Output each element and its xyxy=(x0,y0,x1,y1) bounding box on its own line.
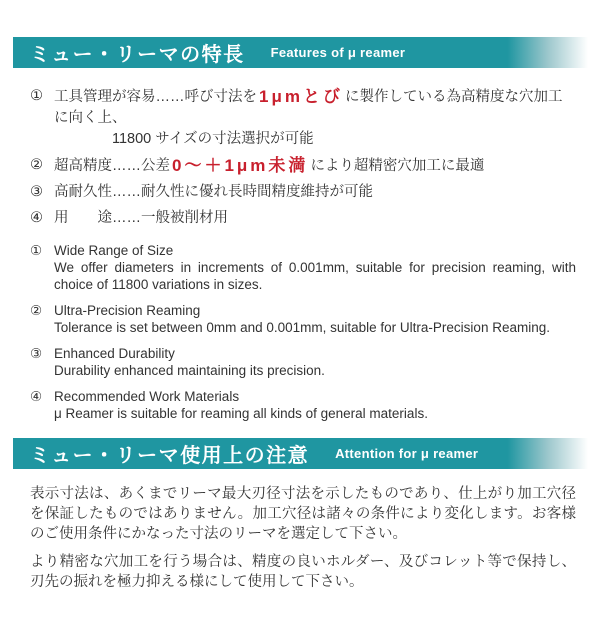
feature-ja-item-2-highlight: 0～＋1μm未満 xyxy=(172,156,309,175)
feature-en-item-2-body xyxy=(54,302,576,336)
features-list-ja xyxy=(30,86,576,229)
feature-en-item-3-title: Enhanced Durability xyxy=(54,346,175,361)
feature-ja-item-2 xyxy=(30,155,576,177)
feature-en-item-1 xyxy=(30,242,576,293)
feature-ja-item-1 xyxy=(30,86,576,150)
attention-notes xyxy=(30,484,576,592)
attention-header-bar xyxy=(13,438,588,469)
feature-ja-item-1-line2: 11800 サイズの寸法選択が可能 xyxy=(112,131,314,147)
feature-ja-item-1-body xyxy=(54,86,576,150)
features-list-en xyxy=(30,242,576,422)
feature-ja-item-3-text: 高耐久性……耐久性に優れ長時間精度維持が可能 xyxy=(54,184,373,200)
feature-en-item-2 xyxy=(30,302,576,336)
feature-en-item-4-text: μ Reamer is suitable for reaming all kinds of general materials. xyxy=(54,406,428,421)
attention-header-title-ja: ミュー・リーマ使用上の注意 xyxy=(30,445,310,467)
attention-header-title-en: Attention for μ reamer xyxy=(335,446,479,461)
catalog-page xyxy=(0,37,600,637)
feature-ja-item-2-body xyxy=(54,155,576,177)
features-header-title-ja: ミュー・リーマの特長 xyxy=(30,44,245,66)
feature-ja-item-1-highlight: 1μmとび xyxy=(259,87,343,106)
circled-number-1: ① xyxy=(30,88,43,104)
feature-en-item-3-text: Durability enhanced maintaining its precision. xyxy=(54,363,325,378)
features-header-bar xyxy=(13,37,588,68)
feature-ja-item-2-post: により超精密穴加工に最適 xyxy=(310,158,485,174)
feature-ja-item-2-pre: 超高精度……公差 xyxy=(54,158,170,174)
feature-en-item-1-title: Wide Range of Size xyxy=(54,243,174,258)
feature-en-item-2-text: Tolerance is set between 0mm and 0.001mm, suitable for Ultra-Precision Reaming. xyxy=(54,320,550,335)
feature-ja-item-3 xyxy=(30,182,576,203)
circled-number-en-3: ③ xyxy=(30,346,43,361)
feature-en-item-3 xyxy=(30,345,576,379)
feature-en-item-1-text: We offer diameters in increments of 0.001mm, suitable for precision reaming, with choice of 11800 variations in sizes. xyxy=(54,260,576,292)
attention-paragraph-1: 表示寸法は、あくまでリーマ最大刃径寸法を示したものであり、仕上がり加工穴径を保証したものではありません。加工穴径は諸々の条件により変化します。お客様のご使用条件にかなった寸法のリーマを選定して下さい。 xyxy=(30,486,576,542)
circled-number-en-1: ① xyxy=(30,243,43,258)
feature-en-item-4 xyxy=(30,388,576,422)
feature-ja-item-4-text: 用 途……一般被削材用 xyxy=(54,210,228,226)
circled-number-4: ④ xyxy=(30,210,43,226)
feature-en-item-4-title: Recommended Work Materials xyxy=(54,389,240,404)
feature-ja-item-4 xyxy=(30,208,576,229)
circled-number-3: ③ xyxy=(30,184,43,200)
circled-number-en-4: ④ xyxy=(30,389,43,404)
features-header-title-en: Features of μ reamer xyxy=(270,45,406,60)
attention-paragraph-2: より精密な穴加工を行う場合は、精度の良いホルダー、及びコレット等で保持し、刃先の振れを極力抑える様にして使用して下さい。 xyxy=(30,554,576,590)
feature-en-item-3-body xyxy=(54,345,576,379)
feature-ja-item-1-post: に製作している為高精度な穴加工に向く上、 xyxy=(54,89,563,126)
feature-en-item-2-title: Ultra-Precision Reaming xyxy=(54,303,201,318)
circled-number-en-2: ② xyxy=(30,303,43,318)
feature-en-item-1-body xyxy=(54,242,576,293)
feature-ja-item-1-pre: 工具管理が容易……呼び寸法を xyxy=(54,89,257,105)
feature-en-item-4-body xyxy=(54,388,576,422)
circled-number-2: ② xyxy=(30,157,43,173)
